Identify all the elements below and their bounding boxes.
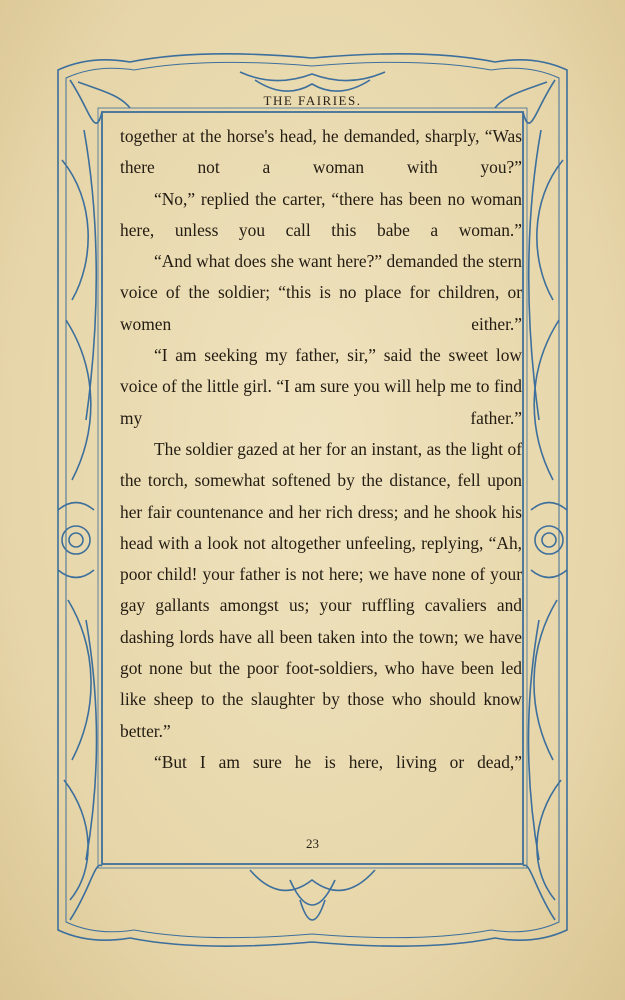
paragraph-6: “But I am sure he is here, living or dead,”	[154, 751, 522, 772]
paragraph-4: “I am seeking my father, sir,” said the sweet low voice of the little girl. “I am sure you will help me to find my father.”	[120, 345, 522, 428]
running-head: THE FAIRIES.	[263, 93, 362, 108]
paragraph-1: together at the horse's head, he demanded, sharply, “Was there not a woman with you?”	[120, 126, 522, 178]
paragraph-5: The soldier gazed at her for an instant, as the light of the torch, somewhat softened by the distance, fell upon her fair countenance and her rich dress; and he shook his head with a look not altogether unfeeling, replying, “Ah, poor child! your father is not here; we have none of your gay gallants amongst us; your ruffling cavaliers and dashing lords have all been taken into the town; we have got none but the poor foot-soldiers, who have been led like sheep to the slaughter by those who should know better.”	[120, 438, 522, 741]
page-number: 23	[306, 836, 319, 851]
paragraph-3: “And what does she want here?” demanded the stern voice of the soldier; “this is no place for children, or women either.”	[120, 251, 522, 334]
page-body-text	[120, 121, 522, 778]
paragraph-2: “No,” replied the carter, “there has been no woman here, unless you call this babe a woman.”	[120, 188, 522, 240]
